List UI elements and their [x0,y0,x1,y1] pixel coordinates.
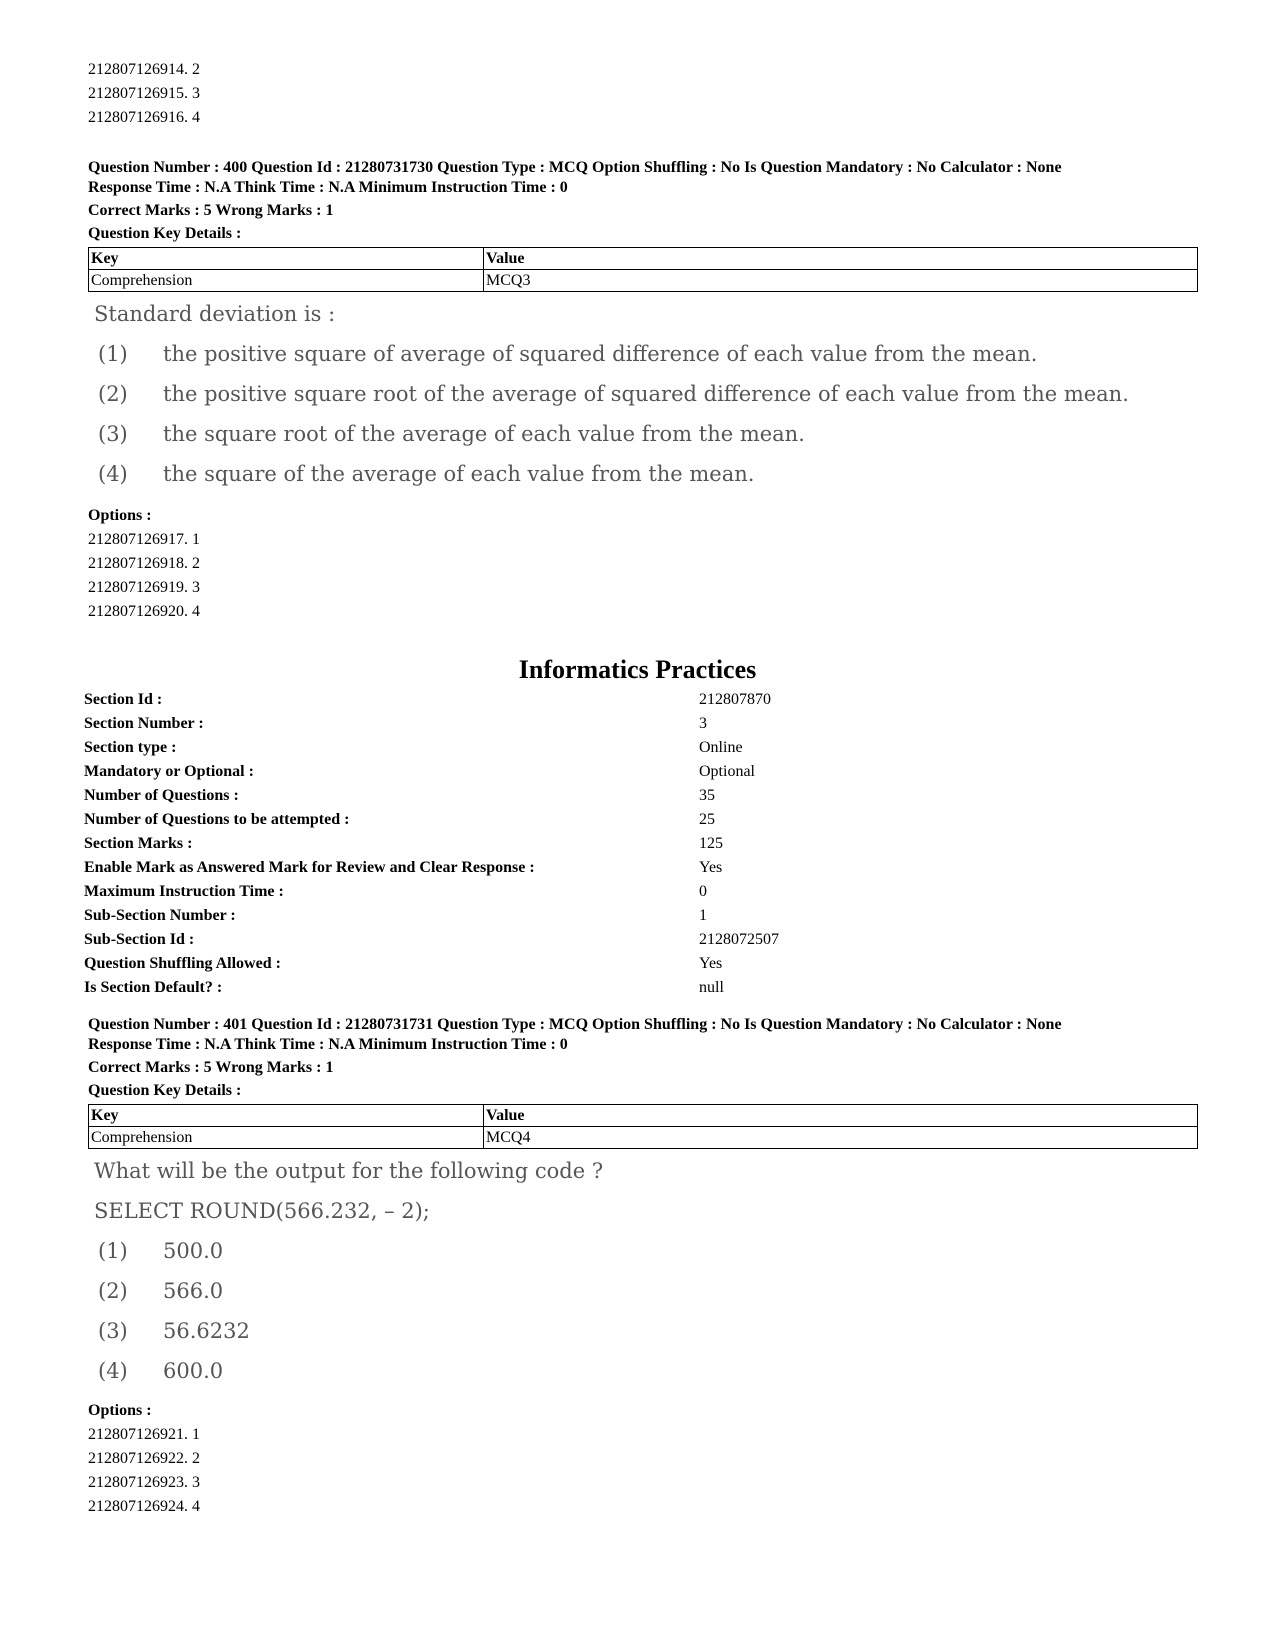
question-meta: Response Time : N.A Think Time : N.A Minimum Instruction Time : 0 [88,1036,568,1053]
key-details-label: Question Key Details : [88,1082,242,1099]
section-row-value: Yes [699,955,723,972]
section-row-label: Mandatory or Optional : [84,763,254,780]
question-stem: Standard deviation is : [94,302,336,326]
choice-number: (3) [98,422,128,446]
section-row [84,688,1194,712]
section-row-label: Maximum Instruction Time : [84,883,284,900]
question-meta: Question Number : 400 Question Id : 21280731730 Question Type : MCQ Option Shuffling : No Is Question Mandatory : No Calculator : None [88,159,1062,176]
option-line: 212807126921. 1 [88,1426,200,1443]
section-row [84,904,1194,928]
section-row-label: Number of Questions : [84,787,239,804]
section-row [84,808,1194,832]
option-line: 212807126918. 2 [88,555,200,572]
key-details-table [88,1104,1198,1149]
section-row-value: Optional [699,763,755,780]
section-row-value: 125 [699,835,723,852]
section-row-label: Section type : [84,739,177,756]
choice-2 [88,374,1198,414]
question-marks: Correct Marks : 5 Wrong Marks : 1 [88,1059,334,1076]
table-cell-key: Comprehension [89,1127,484,1149]
section-row [84,736,1194,760]
section-row-label: Number of Questions to be attempted : [84,811,350,828]
choice-1 [88,334,1198,374]
section-details [84,688,1194,1000]
option-line: 212807126920. 4 [88,603,200,620]
section-row-value: null [699,979,724,996]
choice-text: the positive square root of the average of squared difference of each value from the mean. [163,382,1129,406]
choice-text: 500.0 [163,1239,224,1263]
key-details-table [88,247,1198,292]
choice-number: (2) [98,1279,128,1303]
choice-text: the square root of the average of each value from the mean. [163,422,805,446]
key-details-label: Question Key Details : [88,225,242,242]
table-header-value: Value [484,1105,1198,1127]
choice-text: 56.6232 [163,1319,250,1343]
question-meta: Response Time : N.A Think Time : N.A Minimum Instruction Time : 0 [88,179,568,196]
table-cell-value: MCQ3 [484,270,1198,292]
section-row-label: Section Id : [84,691,163,708]
choice-text: the square of the average of each value from the mean. [163,462,755,486]
table-cell-value: MCQ4 [484,1127,1198,1149]
section-row [84,856,1194,880]
choice-2 [88,1271,1198,1311]
option-line: 212807126922. 2 [88,1450,200,1467]
section-row-label: Enable Mark as Answered Mark for Review and Clear Response : [84,859,535,876]
section-title: Informatics Practices [518,655,757,684]
question-stem: What will be the output for the following code ? [94,1159,604,1183]
section-row-value: 0 [699,883,707,900]
choice-number: (1) [98,342,128,366]
question-code: SELECT ROUND(566.232, – 2); [94,1199,430,1223]
choice-1 [88,1231,1198,1271]
section-row [84,712,1194,736]
section-row-value: Online [699,739,743,756]
choice-number: (3) [98,1319,128,1343]
choice-number: (2) [98,382,128,406]
section-row [84,760,1194,784]
choice-text: the positive square of average of squared difference of each value from the mean. [163,342,1038,366]
option-line: 212807126919. 3 [88,579,200,596]
section-row-value: 25 [699,811,715,828]
section-row-label: Is Section Default? : [84,979,223,996]
section-row-label: Sub-Section Id : [84,931,195,948]
section-row [84,928,1194,952]
question-401 [88,1015,1198,1519]
choice-text: 566.0 [163,1279,224,1303]
option-line: 212807126916. 4 [88,109,200,126]
question-marks: Correct Marks : 5 Wrong Marks : 1 [88,202,334,219]
section-row-value: 1 [699,907,707,924]
table-header-key: Key [89,248,484,270]
choice-number: (4) [98,1359,128,1383]
option-line: 212807126924. 4 [88,1498,200,1515]
table-header-value: Value [484,248,1198,270]
section-row-label: Question Shuffling Allowed : [84,955,281,972]
section-row-value: Yes [699,859,723,876]
option-line: 212807126923. 3 [88,1474,200,1491]
choice-number: (4) [98,462,128,486]
section-row [84,952,1194,976]
choice-4 [88,454,1198,494]
option-line: 212807126917. 1 [88,531,200,548]
choice-4 [88,1351,1198,1391]
table-cell-key: Comprehension [89,270,484,292]
section-row-label: Section Number : [84,715,204,732]
section-row-value: 212807870 [699,691,771,708]
previous-options [88,58,1198,130]
option-line: 212807126914. 2 [88,61,200,78]
options-label: Options : [88,507,152,524]
question-400 [88,158,1198,624]
options-label: Options : [88,1402,152,1419]
section-row-value: 2128072507 [699,931,779,948]
section-row [84,880,1194,904]
choice-3 [88,1311,1198,1351]
option-line: 212807126915. 3 [88,85,200,102]
choice-number: (1) [98,1239,128,1263]
section-row-value: 35 [699,787,715,804]
section-row-value: 3 [699,715,707,732]
question-meta: Question Number : 401 Question Id : 21280731731 Question Type : MCQ Option Shuffling : No Is Question Mandatory : No Calculator : None [88,1016,1062,1033]
section-row [84,976,1194,1000]
section-row-label: Section Marks : [84,835,193,852]
choice-text: 600.0 [163,1359,224,1383]
table-header-key: Key [89,1105,484,1127]
section-row [84,784,1194,808]
section-row [84,832,1194,856]
question-body [88,1151,1198,1391]
section-row-label: Sub-Section Number : [84,907,236,924]
question-body [88,294,1198,494]
choice-3 [88,414,1198,454]
